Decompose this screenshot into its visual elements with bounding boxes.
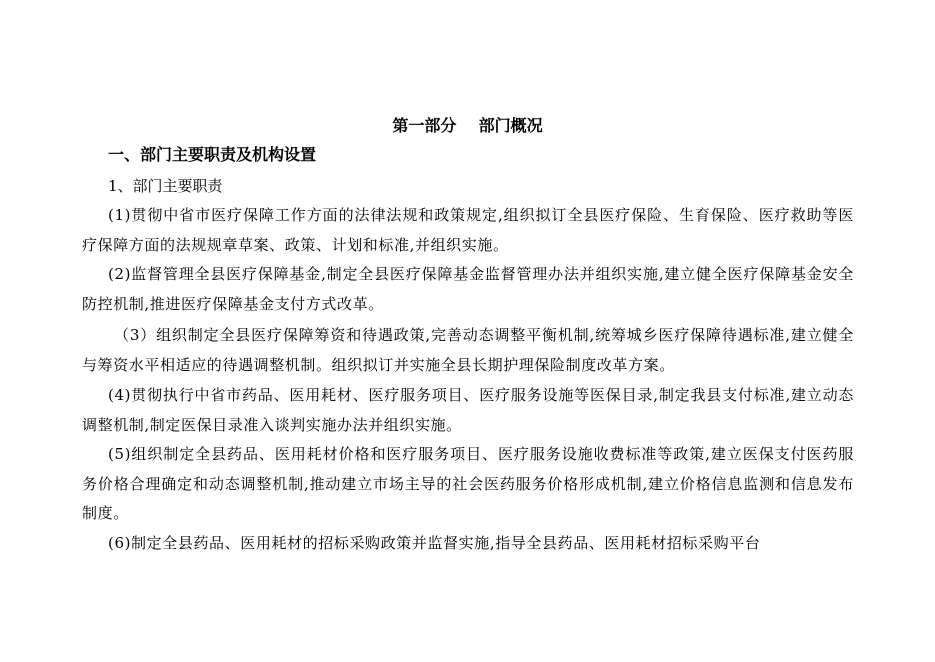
paragraph-duty-3: （3）组织制定全县医疗保障筹资和待遇政策,完善动态调整平衡机制,统筹城乡医疗保障待遇标准,建立健全与筹资水平相适应的待遇调整机制。组织拟订并实施全县长期护理保险制度改革方案。 <box>82 326 854 374</box>
part-title: 第一部分 部门概况 <box>392 116 543 135</box>
section-heading: 一、部门主要职责及机构设置 <box>108 145 317 164</box>
paragraph-duty-2: (2)监督管理全县医疗保障基金,制定全县医疗保障基金监督管理办法并组织实施,建立健全医疗保障基金安全防控机制,推进医疗保障基金支付方式改革。 <box>82 265 854 313</box>
paragraph-duty-5: (5)组织制定全县药品、医用耗材价格和医疗服务项目、医疗服务设施收费标准等政策,建立医保支付医药服务价格合理确定和动态调整机制,推动建立市场主导的社会医药服务价格形成机制,建立价格信息监测和信息发布制度。 <box>82 445 854 523</box>
paragraph-duty-4: (4)贯彻执行中省市药品、医用耗材、医疗服务项目、医疗服务设施等医保目录,制定我县支付标准,建立动态调整机制,制定医保目录准入谈判实施办法并组织实施。 <box>82 386 854 434</box>
paragraph-duty-6: (6)制定全县药品、医用耗材的招标采购政策并监督实施,指导全县药品、医用耗材招标采购平台 <box>108 534 761 552</box>
subsection-heading: 1、部门主要职责 <box>108 177 223 195</box>
paragraph-duty-1: (1)贯彻中省市医疗保障工作方面的法律法规和政策规定,组织拟订全县医疗保险、生育保险、医疗救助等医疗保障方面的法规规章草案、政策、计划和标准,并组织实施。 <box>82 206 854 254</box>
